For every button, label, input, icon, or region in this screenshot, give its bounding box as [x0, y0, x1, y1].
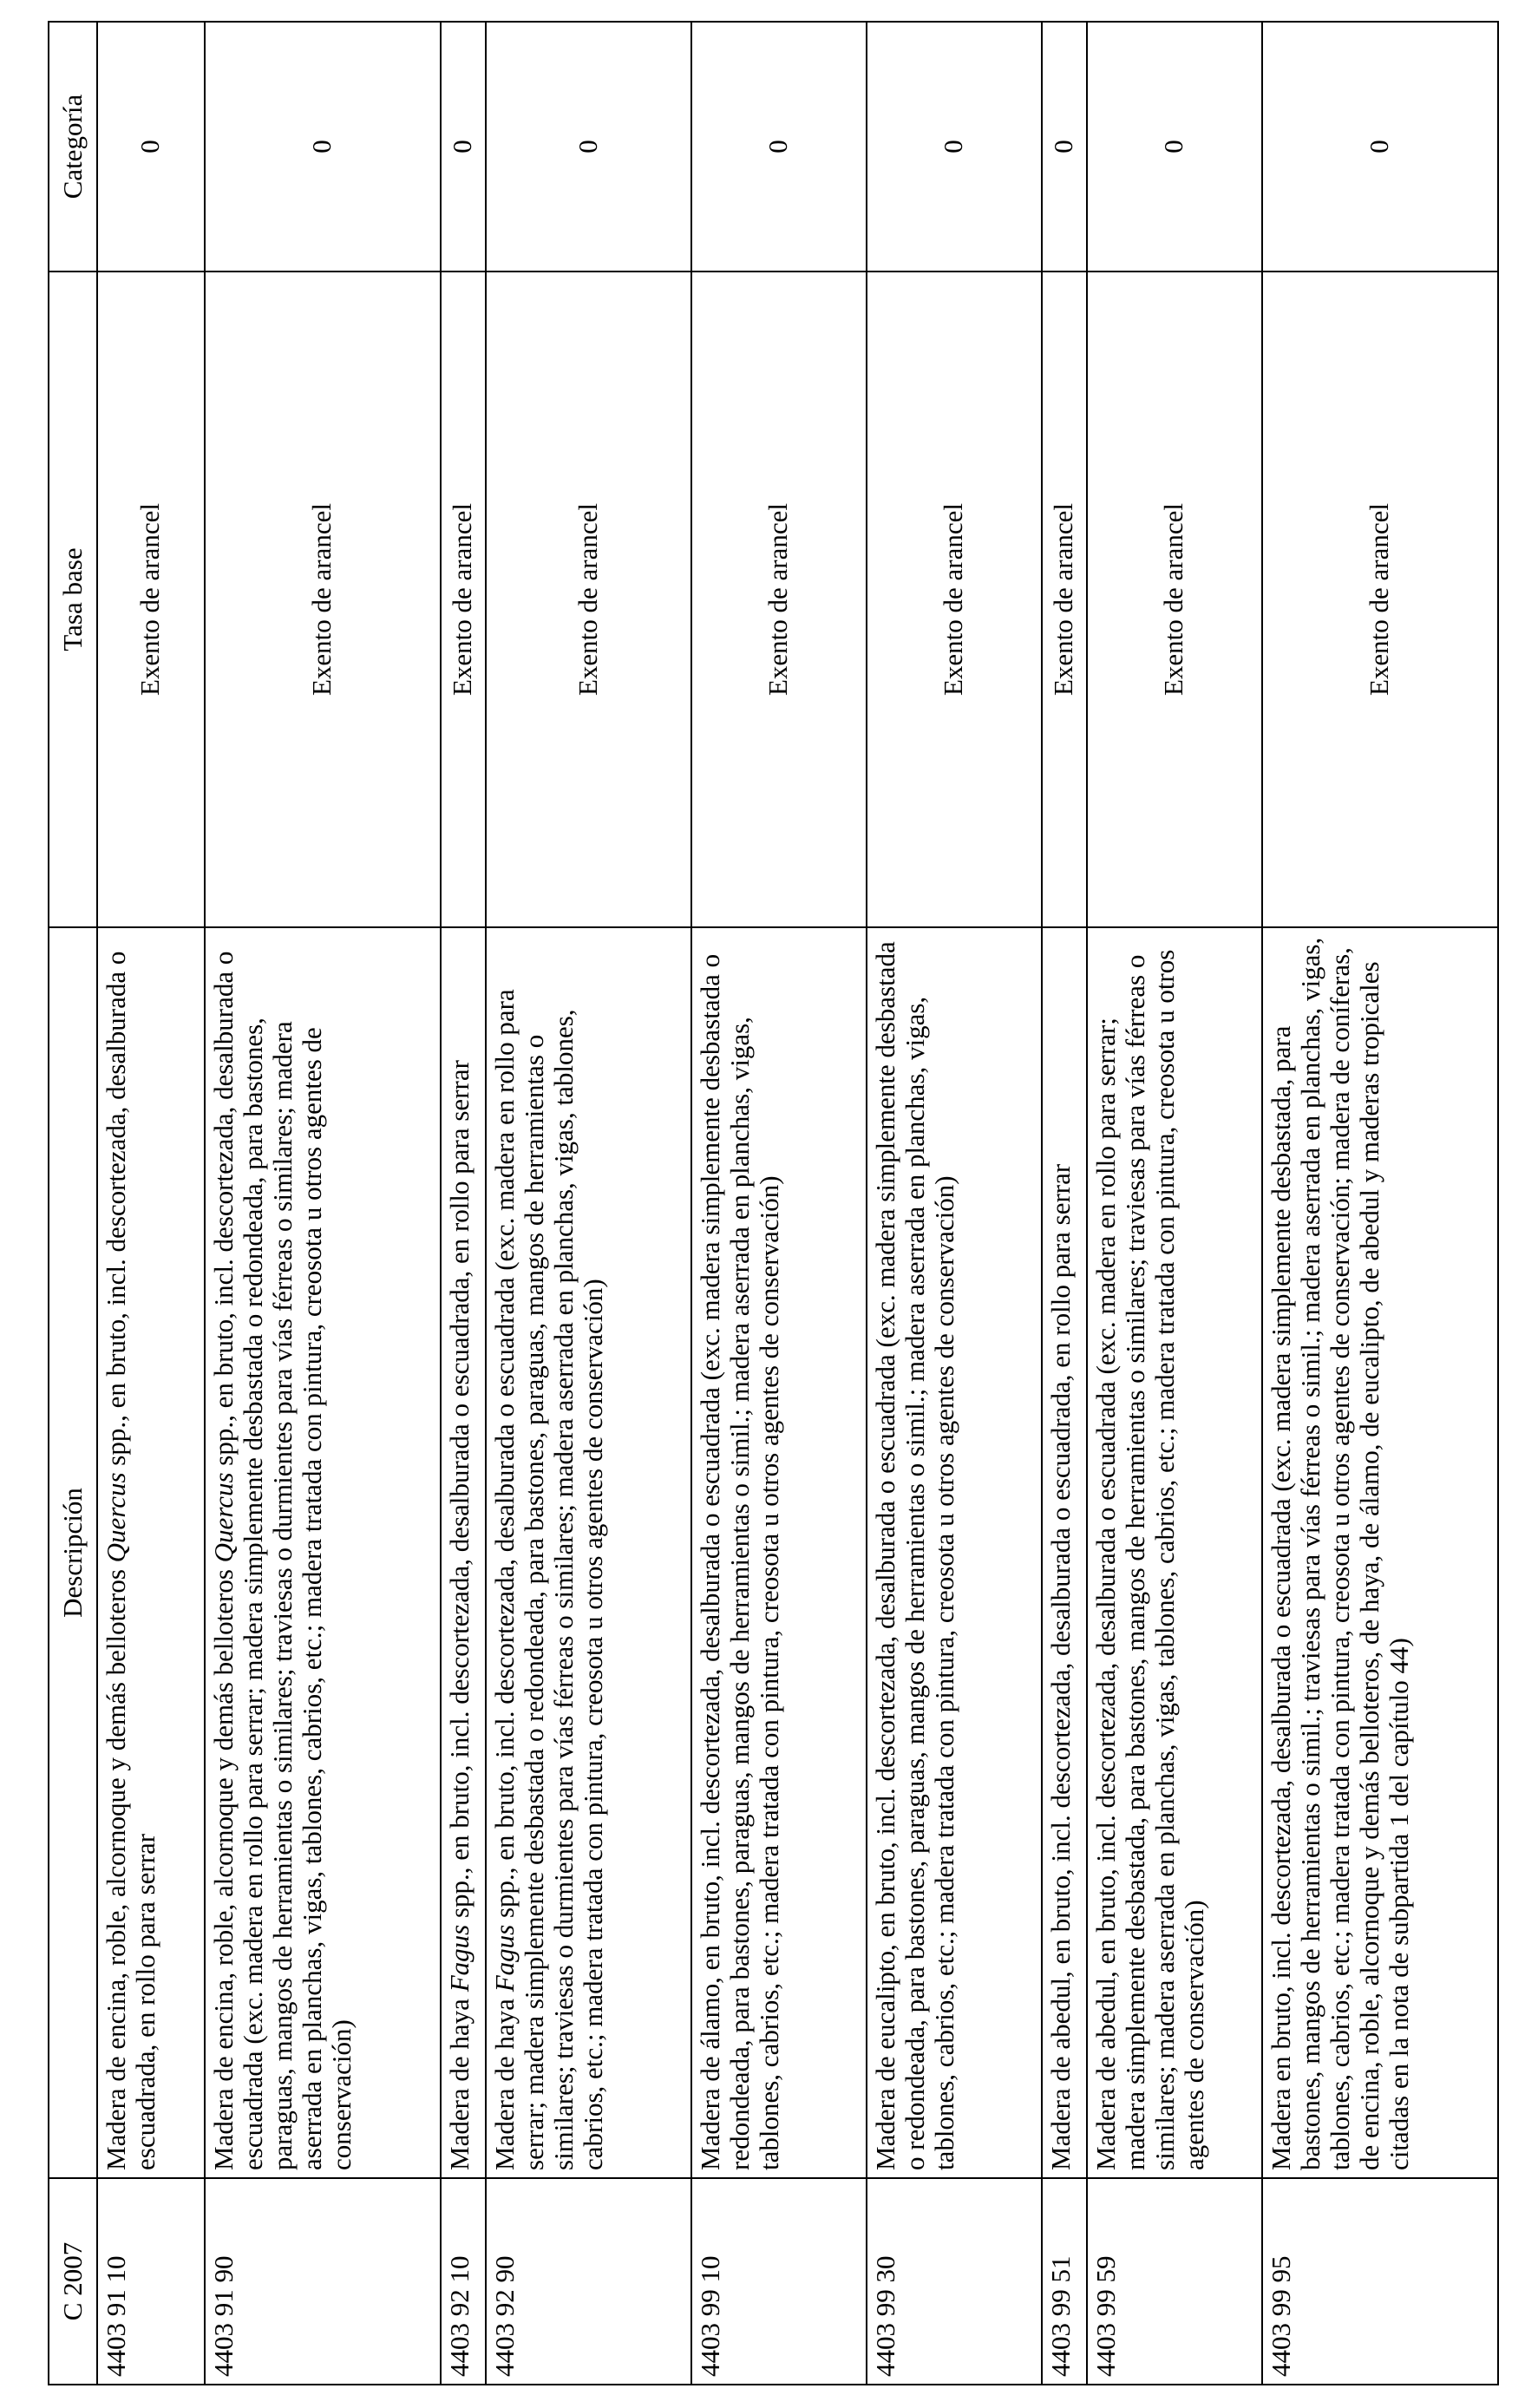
cell-description [1087, 927, 1262, 2178]
table-row [205, 22, 441, 2385]
cell-base-rate: Exento de arancel [1087, 272, 1262, 927]
table-row [1087, 22, 1262, 2385]
cell-base-rate: Exento de arancel [486, 272, 691, 927]
cell-code: 4403 99 51 [1042, 2178, 1087, 2385]
cell-description [441, 927, 486, 2178]
cell-description [97, 927, 205, 2178]
cell-code: 4403 99 95 [1262, 2178, 1498, 2385]
table-row [1042, 22, 1087, 2385]
table-row [441, 22, 486, 2385]
table-row [1262, 22, 1498, 2385]
cell-base-rate: Exento de arancel [441, 272, 486, 927]
cell-description [205, 927, 441, 2178]
cell-base-rate: Exento de arancel [1262, 272, 1498, 927]
description-text: Madera de abedul, en bruto, incl. descortezada, desalburada o escuadrada (exc. madera en rollo para serrar; madera simplemente desbastada, para bastones, mangos de herramientas o similares; traviesas para vías férreas o similares; madera aserrada en planchas, vigas, tablones, cabrios, etc.; madera tratada con pintura, creosota u otros agentes de conservación) [1090, 949, 1209, 2170]
header-description: Descripción [49, 927, 97, 2178]
table-row [486, 22, 691, 2385]
description-text: Madera de encina, roble, alcornoque y demás belloteros [208, 1562, 239, 2170]
cell-code: 4403 99 10 [691, 2178, 867, 2385]
cell-base-rate: Exento de arancel [97, 272, 205, 927]
description-taxon: Quercus [101, 1472, 131, 1563]
cell-category: 0 [486, 22, 691, 272]
header-base-rate: Tasa base [49, 272, 97, 927]
header-category: Categoría [49, 22, 97, 272]
table-row [97, 22, 205, 2385]
cell-code: 4403 92 90 [486, 2178, 691, 2385]
cell-code: 4403 99 59 [1087, 2178, 1262, 2385]
description-taxon: Quercus [208, 1472, 239, 1563]
cell-category: 0 [441, 22, 486, 272]
description-text: Madera de haya [489, 1992, 520, 2170]
cell-code: 4403 91 10 [97, 2178, 205, 2385]
description-text: Madera de álamo, en bruto, incl. descortezada, desalburada o escuadrada (exc. madera simplemente desbastada o redondeada, para bastones, paraguas, mangos de herramientas o simil.; madera aserrada en planchas, vigas, tablones, cabrios, etc.; madera tratada con pintura, creosota u otros agentes de conservación) [695, 953, 784, 2170]
cell-code: 4403 91 90 [205, 2178, 441, 2385]
cell-base-rate: Exento de arancel [205, 272, 441, 927]
description-text: Madera de encina, roble, alcornoque y demás belloteros [101, 1562, 131, 2170]
description-text-cont: spp., en bruto, incl. descortezada, desalburada o escuadrada (exc. madera en rollo para serrar; madera simplemente desbastada o redondeada, para bastones, paraguas, mangos de herramientas o similares; traviesas o durmientes para vías férreas o similares; madera aserrada en planchas, vigas, tablones, cabrios, etc.; madera tratada con pintura, creosota u otros agentes de conservación) [489, 989, 608, 2170]
cell-category: 0 [691, 22, 867, 272]
cell-category: 0 [1087, 22, 1262, 272]
cell-code: 4403 92 10 [441, 2178, 486, 2385]
description-text: Madera de abedul, en bruto, incl. descortezada, desalburada o escuadrada, en rollo para serrar [1045, 1163, 1076, 2170]
description-taxon: Fagus [489, 1924, 520, 1992]
table-row [867, 22, 1042, 2385]
cell-base-rate: Exento de arancel [691, 272, 867, 927]
cell-description [1042, 927, 1087, 2178]
description-text-cont: spp., en bruto, incl. descortezada, desalburada o escuadrada, en rollo para serrar [444, 1060, 474, 1925]
description-text: Madera en bruto, incl. descortezada, desalburada o escuadrada (exc. madera simplemente desbastada, para bastones, mangos de herramientas o simil.; traviesas para vías férreas o simil.; madera aserrada en planchas, vigas, tablones, cabrios, etc.; madera tratada con pintura, creosota u otros agentes de conservación; madera de coníferas, de encina, roble, alcornoque y demás belloteros, de haya, de álamo, de eucalipto, de abedul y maderas tropicales citadas en la nota de subpartida 1 del capítulo 44) [1266, 937, 1414, 2170]
cell-category: 0 [1042, 22, 1087, 272]
tariff-table [48, 21, 1499, 2385]
table-header-row [49, 22, 97, 2385]
cell-description [1262, 927, 1498, 2178]
cell-description [486, 927, 691, 2178]
cell-base-rate: Exento de arancel [1042, 272, 1087, 927]
description-text-cont: spp., en bruto, incl. descortezada, desalburada o escuadrada, en rollo para serrar [101, 951, 160, 2170]
cell-category: 0 [1262, 22, 1498, 272]
rotated-page [48, 23, 1414, 2385]
description-taxon: Fagus [444, 1924, 474, 1992]
cell-description [867, 927, 1042, 2178]
cell-description [691, 927, 867, 2178]
cell-base-rate: Exento de arancel [867, 272, 1042, 927]
cell-category: 0 [205, 22, 441, 272]
cell-code: 4403 99 30 [867, 2178, 1042, 2385]
cell-category: 0 [867, 22, 1042, 272]
description-text: Madera de haya [444, 1992, 474, 2170]
cell-category: 0 [97, 22, 205, 272]
description-text: Madera de eucalipto, en bruto, incl. descortezada, desalburada o escuadrada (exc. madera simplemente desbastada o redondeada, para bastones, paraguas, mangos de herramientas o simil.; madera aserrada en planchas, vigas, tablones, cabrios, etc.; madera tratada con pintura, creosota u otros agentes de conservación) [870, 941, 959, 2170]
description-text-cont: spp., en bruto, incl. descortezada, desalburada o escuadrada (exc. madera en rollo para serrar; madera simplemente desbastada o redondeada, para bastones, paraguas, mangos de herramientas o similares; traviesas o durmientes para vías férreas o similares; madera aserrada en planchas, vigas, tablones, cabrios, etc.; madera tratada con pintura, creosota u otros agentes de conservación) [208, 951, 357, 2170]
table-row [691, 22, 867, 2385]
header-code: C 2007 [49, 2178, 97, 2385]
